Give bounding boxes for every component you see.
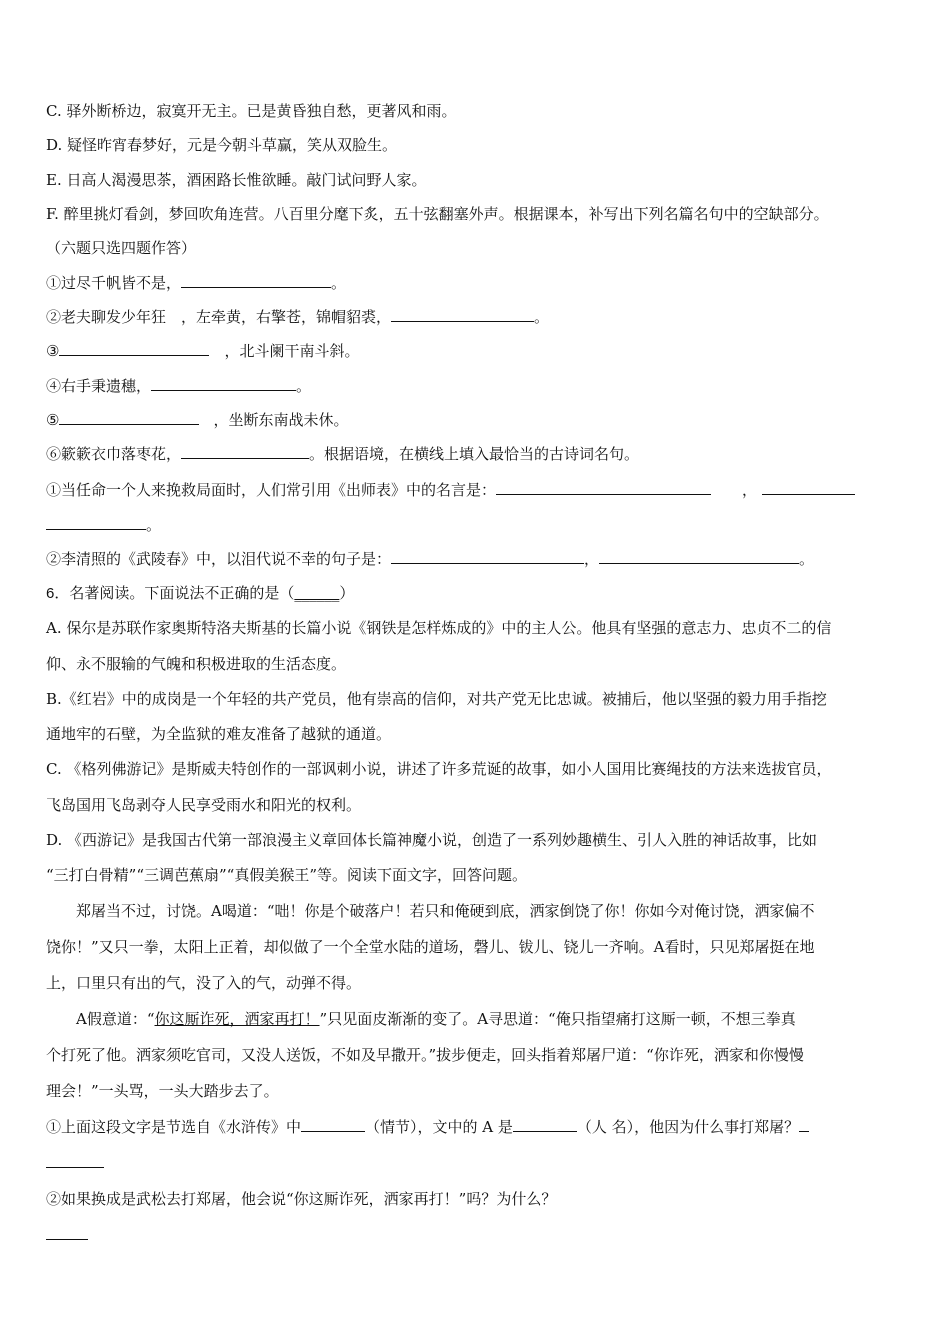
- question-close: ）: [339, 584, 355, 602]
- question-text: 名著阅读。下面说法不正确的是（: [69, 584, 295, 602]
- answer-blank[interactable]: [513, 1117, 577, 1132]
- choice-note: （六题只选四题作答）: [46, 239, 197, 257]
- rq1-part-a: ①上面这段文字是节选自《水浒传》中: [46, 1118, 302, 1136]
- context-item-2-post: 。: [799, 550, 815, 568]
- answer-blank[interactable]: [391, 549, 584, 564]
- fill-blank-2: [46, 307, 549, 327]
- fill-blank-6: [46, 444, 639, 464]
- fill-blank-2-pre: ②老夫聊发少年狂 ，左牵黄，右擎苍，锦帽貂裘，: [46, 308, 392, 326]
- q6-option-d-line-2: “三打白骨精”“三调芭蕉扇”“真假美猴王”等。阅读下面文字，回答问题。: [46, 866, 528, 884]
- option-c-line: C. 驿外断桥边，寂寞开无主。已是黄昏独自愁，更著风和雨。: [46, 102, 457, 120]
- option-e-line: E. 日高人渴漫思茶，酒困路长惟欲睡。敲门试问野人家。: [46, 171, 427, 189]
- q6-option-c-line-1: C. 《格列佛游记》是斯威夫特创作的一部讽刺小说，讲述了许多荒诞的故事，如小人国用比赛绳技的方法来选拔官员，: [46, 760, 832, 778]
- context-item-1: [46, 480, 855, 500]
- question-6: [46, 583, 354, 604]
- answer-blank[interactable]: [46, 515, 146, 530]
- question-number: 6．: [46, 585, 70, 602]
- fill-blank-3-pre: ③: [46, 342, 60, 360]
- q6-option-b-line-1: B.《红岩》中的成岗是一个年轻的共产党员，他有崇高的信仰，对共产党无比忠诚。被捕后，他以坚强的毅力用手指挖: [46, 690, 827, 708]
- answer-blank[interactable]: [762, 480, 855, 495]
- fill-blank-6-post: 。根据语境，在横线上填入最恰当的古诗词名句。: [309, 445, 640, 463]
- context-item-1-mid: ，: [742, 481, 758, 499]
- q6-option-d-line-1: D. 《西游记》是我国古代第一部浪漫主义章回体长篇神魔小说，创造了一系列妙趣横生、引人入胜的神话故事，比如: [46, 831, 818, 849]
- fill-blank-5: [46, 410, 348, 430]
- rq1-part-c: （人 名），他因为什么事打郑屠？: [576, 1118, 800, 1136]
- reading-question-2: ②如果换成是武松去打郑屠，他会说“你这厮诈死，洒家再打！”吗？为什么？: [46, 1190, 557, 1208]
- context-item-2-mid: ，: [584, 550, 600, 568]
- fill-blank-1-post: 。: [331, 274, 347, 292]
- passage-p2-line-3: 理会！”一头骂，一头大踏步去了。: [46, 1082, 279, 1100]
- answer-blank[interactable]: [46, 1153, 104, 1168]
- q6-option-a-line-2: 仰、永不服输的气魄和积极进取的生活态度。: [46, 655, 347, 673]
- context-item-1-cont: [46, 515, 161, 535]
- q6-option-b-line-2: 通地牢的石壁，为全监狱的难友准备了越狱的通道。: [46, 725, 392, 743]
- passage-p2-line-1: [76, 1009, 796, 1029]
- reading-question-2-cont: [46, 1225, 88, 1245]
- answer-blank[interactable]: ______: [294, 584, 340, 602]
- fill-blank-3: [46, 341, 359, 361]
- option-d-line: D. 疑怪昨宵春梦好，元是今朝斗草赢，笑从双脸生。: [46, 136, 398, 154]
- q6-option-a-line-1: A. 保尔是苏联作家奥斯特洛夫斯基的长篇小说《钢铁是怎样炼成的》中的主人公。他具有坚强的意志力、忠贞不二的信: [46, 619, 832, 637]
- fill-blank-4-post: 。: [296, 377, 312, 395]
- fill-blank-6-pre: ⑥簌簌衣巾落枣花，: [46, 445, 182, 463]
- answer-blank[interactable]: [301, 1117, 365, 1132]
- fill-blank-1-pre: ①过尽千帆皆不是，: [46, 274, 182, 292]
- fill-blank-2-post: 。: [534, 308, 550, 326]
- reading-question-1: [46, 1117, 809, 1137]
- fill-blank-4-pre: ④右手秉遗穗，: [46, 377, 152, 395]
- answer-blank[interactable]: [599, 549, 799, 564]
- answer-blank[interactable]: [391, 307, 534, 322]
- reading-question-1-cont: [46, 1153, 104, 1173]
- underlined-quote: 你这厮诈死，洒家再打！: [154, 1010, 320, 1028]
- fill-blank-4: [46, 376, 311, 396]
- passage-p1-line-1: 郑屠当不过，讨饶。A喝道：“咄！你是个破落户！若只和俺硬到底，洒家倒饶了你！你如今对俺讨饶，洒家偏不: [76, 902, 815, 920]
- rq1-part-b: （情节），文中的 A 是: [365, 1118, 513, 1136]
- passage-p1-line-2: 饶你！”又只一拳，太阳上正着，却似做了一个全堂水陆的道场，磬儿、钹儿、铙儿一齐响。A看时，只见郑屠挺在地: [46, 938, 815, 956]
- fill-blank-1: [46, 273, 346, 293]
- answer-blank[interactable]: [59, 341, 209, 356]
- passage-p2-pre: A假意道：“: [76, 1010, 155, 1028]
- fill-blank-5-pre: ⑤: [46, 411, 60, 429]
- answer-blank[interactable]: [181, 273, 331, 288]
- answer-blank[interactable]: [46, 1225, 88, 1240]
- q6-option-c-line-2: 飞岛国用飞岛剥夺人民享受雨水和阳光的权利。: [46, 796, 362, 814]
- answer-blank[interactable]: [181, 444, 309, 459]
- answer-blank[interactable]: [799, 1117, 809, 1132]
- passage-p2-post: ”只见面皮渐渐的变了。A寻思道：“俺只指望痛打这厮一顿，不想三拳真: [319, 1010, 796, 1028]
- context-item-1-pre: ①当任命一个人来挽救局面时，人们常引用《出师表》中的名言是：: [46, 481, 497, 499]
- fill-blank-5-post: ，坐断东南战未休。: [213, 411, 349, 429]
- context-item-1-post: 。: [146, 516, 162, 534]
- answer-blank[interactable]: [59, 410, 199, 425]
- context-item-2-pre: ②李清照的《武陵春》中，以泪代说不幸的句子是：: [46, 550, 392, 568]
- answer-blank[interactable]: [496, 480, 711, 495]
- option-f-line: F. 醉里挑灯看剑，梦回吹角连营。八百里分麾下炙，五十弦翻塞外声。根据课本，补写出下列名篇名句中的空缺部分。: [46, 205, 829, 223]
- passage-p2-line-2: 个打死了他。洒家须吃官司，又没人送饭，不如及早撒开。”拔步便走，回头指着郑屠尸道：“你诈死，洒家和你慢慢: [46, 1046, 804, 1064]
- answer-blank[interactable]: [151, 376, 296, 391]
- fill-blank-3-post: ，北斗阑干南斗斜。: [224, 342, 360, 360]
- context-item-2: [46, 549, 814, 569]
- passage-p1-line-3: 上，口里只有出的气，没了入的气，动弹不得。: [46, 974, 362, 992]
